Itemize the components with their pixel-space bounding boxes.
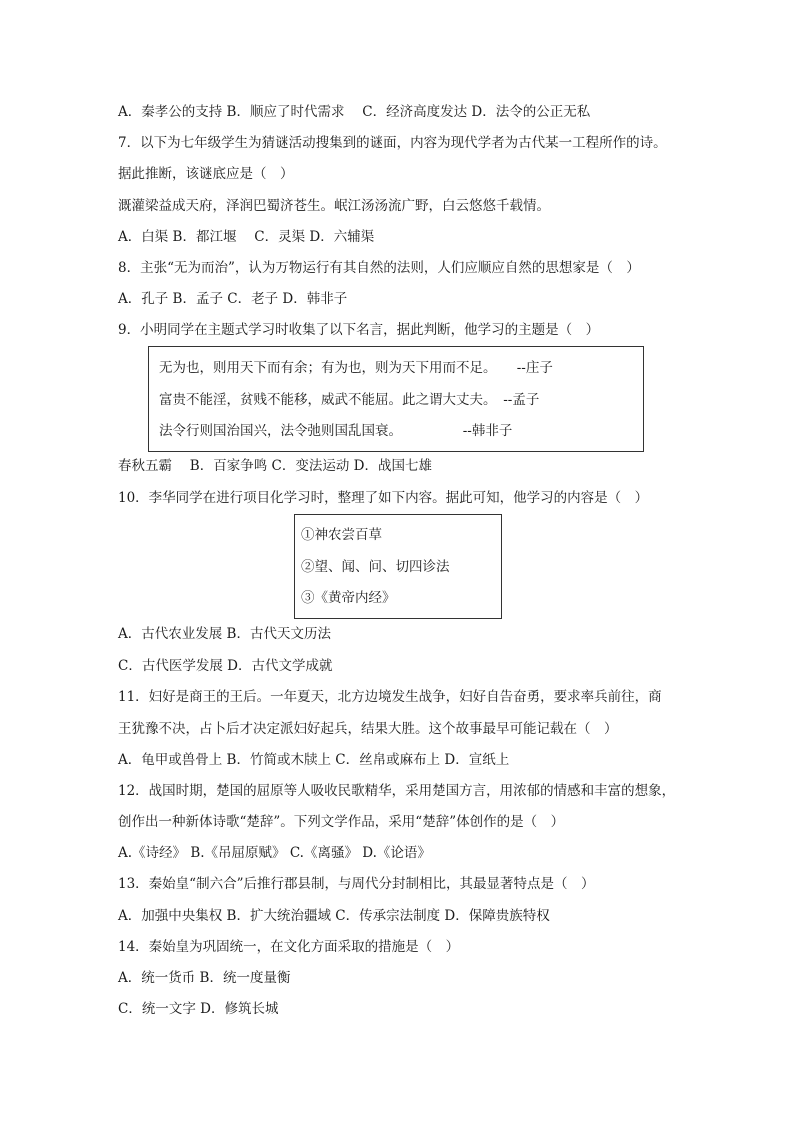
q7-options: A．白渠 B．都江堰 C．灵渠 D．六辅渠 bbox=[118, 229, 375, 245]
q11-options: A．龟甲或兽骨上 B．竹简或木牍上 C．丝帛或麻布上 D．宣纸上 bbox=[118, 752, 510, 768]
q10-options-cd: C．古代医学发展 D．古代文学成就 bbox=[118, 658, 333, 674]
q13-options: A．加强中央集权 B．扩大统治疆域 C．传承宗法制度 D．保障贵族特权 bbox=[118, 908, 550, 924]
q10-item-3: ③《黄帝内经》 bbox=[301, 590, 396, 606]
q8-options: A．孔子 B．孟子 C．老子 D．韩非子 bbox=[118, 291, 348, 307]
q8-stem: 8．主张“无为而治”，认为万物运行有其自然的法则，人们应顺应自然的思想家是（ ） bbox=[118, 260, 640, 276]
q10-item-1: ①神农尝百草 bbox=[301, 527, 382, 543]
q7-riddle-poem: 溉灌梁益成天府，泽润巴蜀济苍生。岷江汤汤流广野，白云悠悠千载情。 bbox=[118, 198, 550, 214]
q14-options-ab: A．统一货币 B．统一度量衡 bbox=[118, 970, 291, 986]
q12-options: A.《诗经》 B.《吊屈原赋》 C.《离骚》 D.《论语》 bbox=[118, 845, 431, 861]
q14-stem: 14．秦始皇为巩固统一，在文化方面采取的措施是（ ） bbox=[118, 939, 460, 955]
q10-stem: 10．李华同学在进行项目化学习时，整理了如下内容。据此可知，他学习的内容是（ ） bbox=[118, 490, 649, 506]
q7-stem-line2: 据此推断，该谜底应是（ ） bbox=[118, 166, 294, 182]
q9-stem: 9．小明同学在主题式学习时收集了以下名言，据此判断，他学习的主题是（ ） bbox=[118, 322, 600, 338]
q14-options-cd: C．统一文字 D．修筑长城 bbox=[118, 1001, 279, 1017]
q11-stem-line2: 王犹豫不决，占卜后才决定派妇好起兵，结果大胜。这个故事最早可能记载在（ ） bbox=[118, 721, 618, 737]
q9-quote-mengzi: 富贵不能淫，贫贱不能移，威武不能屈。此之谓大丈夫。 --孟子 bbox=[159, 392, 540, 408]
q10-item-2: ②望、闻、问、切四诊法 bbox=[301, 559, 450, 575]
q9-options: 春秋五霸 B．百家争鸣 C．变法运动 D．战国七雄 bbox=[118, 458, 432, 474]
q10-options-ab: A．古代农业发展 B．古代天文历法 bbox=[118, 626, 331, 642]
q12-stem-line2: 创作出一种新体诗歌“楚辞”。下列文学作品，采用“楚辞”体创作的是（ ） bbox=[118, 814, 565, 830]
q9-quote-hanfeizi: 法令行则国治国兴，法令弛则国乱国衰。 --韩非子 bbox=[159, 423, 513, 439]
q7-stem-line1: 7．以下为七年级学生为猜谜活动搜集到的谜面，内容为现代学者为古代某一工程所作的诗。 bbox=[118, 135, 667, 151]
q6-options: A．秦孝公的支持 B．顺应了时代需求 C．经济高度发达 D．法令的公正无私 bbox=[118, 104, 591, 120]
q9-quote-box bbox=[148, 346, 644, 452]
q13-stem: 13．秦始皇“制六合”后推行郡县制，与周代分封制相比，其最显著特点是（ ） bbox=[118, 876, 595, 892]
q10-content-box bbox=[294, 514, 502, 619]
q11-stem-line1: 11．妇好是商王的王后。一年夏天，北方边境发生战争，妇好自告奋勇，要求率兵前往，商 bbox=[118, 689, 662, 705]
q12-stem-line1: 12．战国时期，楚国的屈原等人吸收民歌精华，采用楚国方言，用浓郁的情感和丰富的想象， bbox=[118, 783, 676, 799]
q9-quote-zhuangzi: 无为也，则用天下而有余；有为也，则为天下用而不足。 --庄子 bbox=[159, 360, 553, 376]
